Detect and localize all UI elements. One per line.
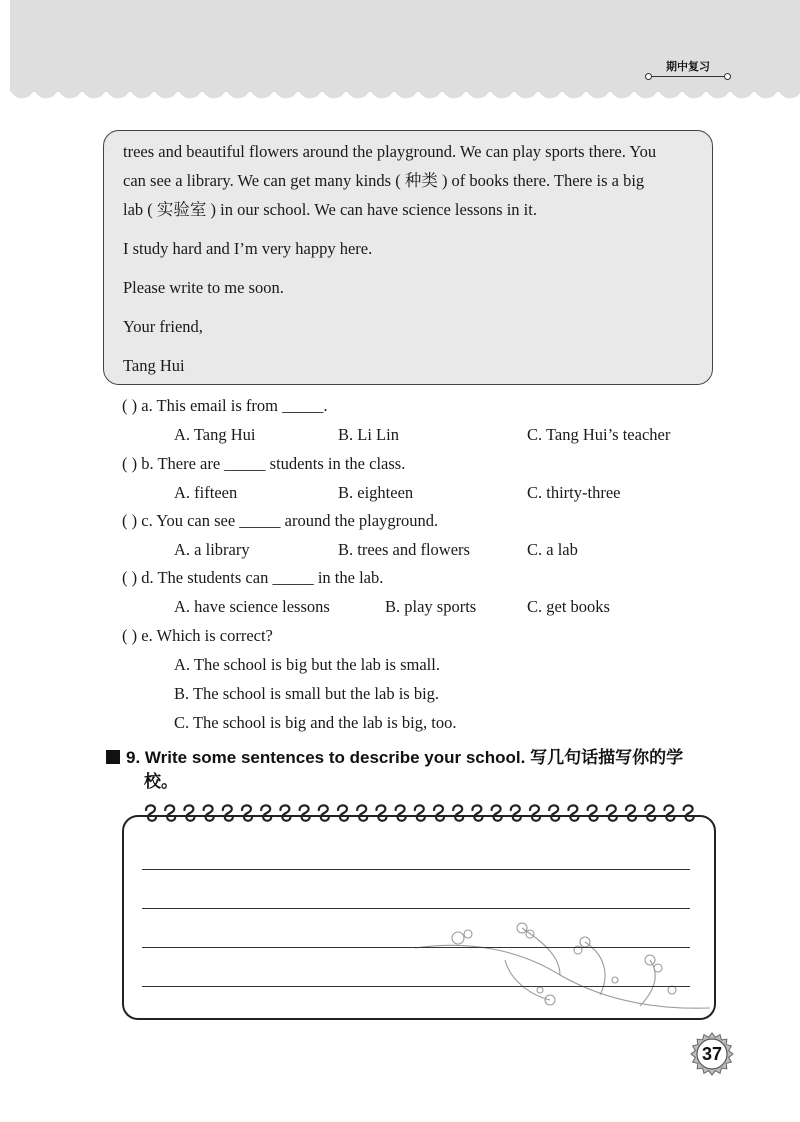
letter-line: can see a library. We can get many kinds ( 种类 ) of books there. There is a big — [123, 171, 645, 190]
task-title: Write some sentences to describe your school. — [144, 748, 526, 767]
letter-paragraph: I study hard and I’m very happy here. — [123, 239, 373, 258]
square-bullet-icon — [106, 750, 120, 764]
writing-line[interactable] — [142, 986, 690, 987]
question-c-option: A. a library — [174, 540, 250, 559]
writing-line[interactable] — [142, 869, 690, 870]
page-number-badge — [690, 1032, 734, 1076]
header-scallop-edge — [10, 86, 800, 106]
letter-paragraph: Please write to me soon. — [123, 278, 284, 297]
header-band — [10, 0, 800, 92]
question-b-option: A. fifteen — [174, 483, 238, 502]
blossom-branch-icon — [410, 920, 710, 1020]
writing-line[interactable] — [142, 908, 690, 909]
page-number: 37 — [701, 1044, 723, 1064]
question-a-option: C. Tang Hui’s teacher — [527, 425, 671, 444]
underline-dot-icon — [724, 73, 731, 80]
task-number: 9. — [126, 748, 141, 767]
task-instruction-cont: 校。 — [144, 772, 178, 792]
question-b: ( ) b. There are _____ students in the class. — [122, 454, 406, 473]
question-d-option: B. play sports — [385, 597, 477, 616]
question-c-option: C. a lab — [527, 540, 578, 559]
question-b-option: C. thirty-three — [527, 483, 621, 502]
question-b-option: B. eighteen — [338, 483, 414, 502]
question-e-option: C. The school is big and the lab is big, too. — [174, 713, 457, 732]
question-a: ( ) a. This email is from _____. — [122, 396, 328, 415]
question-c: ( ) c. You can see _____ around the playground. — [122, 511, 439, 530]
task-instruction: 写几句话描写你的学 — [530, 748, 684, 768]
spiral-binding-icon — [140, 798, 700, 832]
question-e-option: B. The school is small but the lab is big. — [174, 684, 440, 703]
question-e-option: A. The school is big but the lab is small. — [174, 655, 440, 674]
section-tag-underline — [650, 76, 726, 77]
email-text-box — [103, 130, 713, 385]
letter-line: lab ( 实验室 ) in our school. We can have science lessons in it. — [123, 200, 537, 219]
underline-dot-icon — [645, 73, 652, 80]
question-c-option: B. trees and flowers — [338, 540, 470, 559]
task-heading — [106, 746, 706, 794]
question-d: ( ) d. The students can _____ in the lab. — [122, 568, 384, 587]
letter-line: trees and beautiful flowers around the playground. We can play sports there. You — [123, 142, 657, 161]
question-d-option: C. get books — [527, 597, 610, 616]
question-e: ( ) e. Which is correct? — [122, 626, 273, 645]
question-d-option: A. have science lessons — [174, 597, 330, 616]
question-a-option: B. Li Lin — [338, 425, 399, 444]
letter-signature: Tang Hui — [123, 356, 185, 375]
writing-line[interactable] — [142, 947, 690, 948]
section-tag — [650, 58, 726, 78]
question-a-option: A. Tang Hui — [174, 425, 256, 444]
section-tag-label: 期中复习 — [666, 60, 710, 73]
letter-closing: Your friend, — [123, 317, 203, 336]
